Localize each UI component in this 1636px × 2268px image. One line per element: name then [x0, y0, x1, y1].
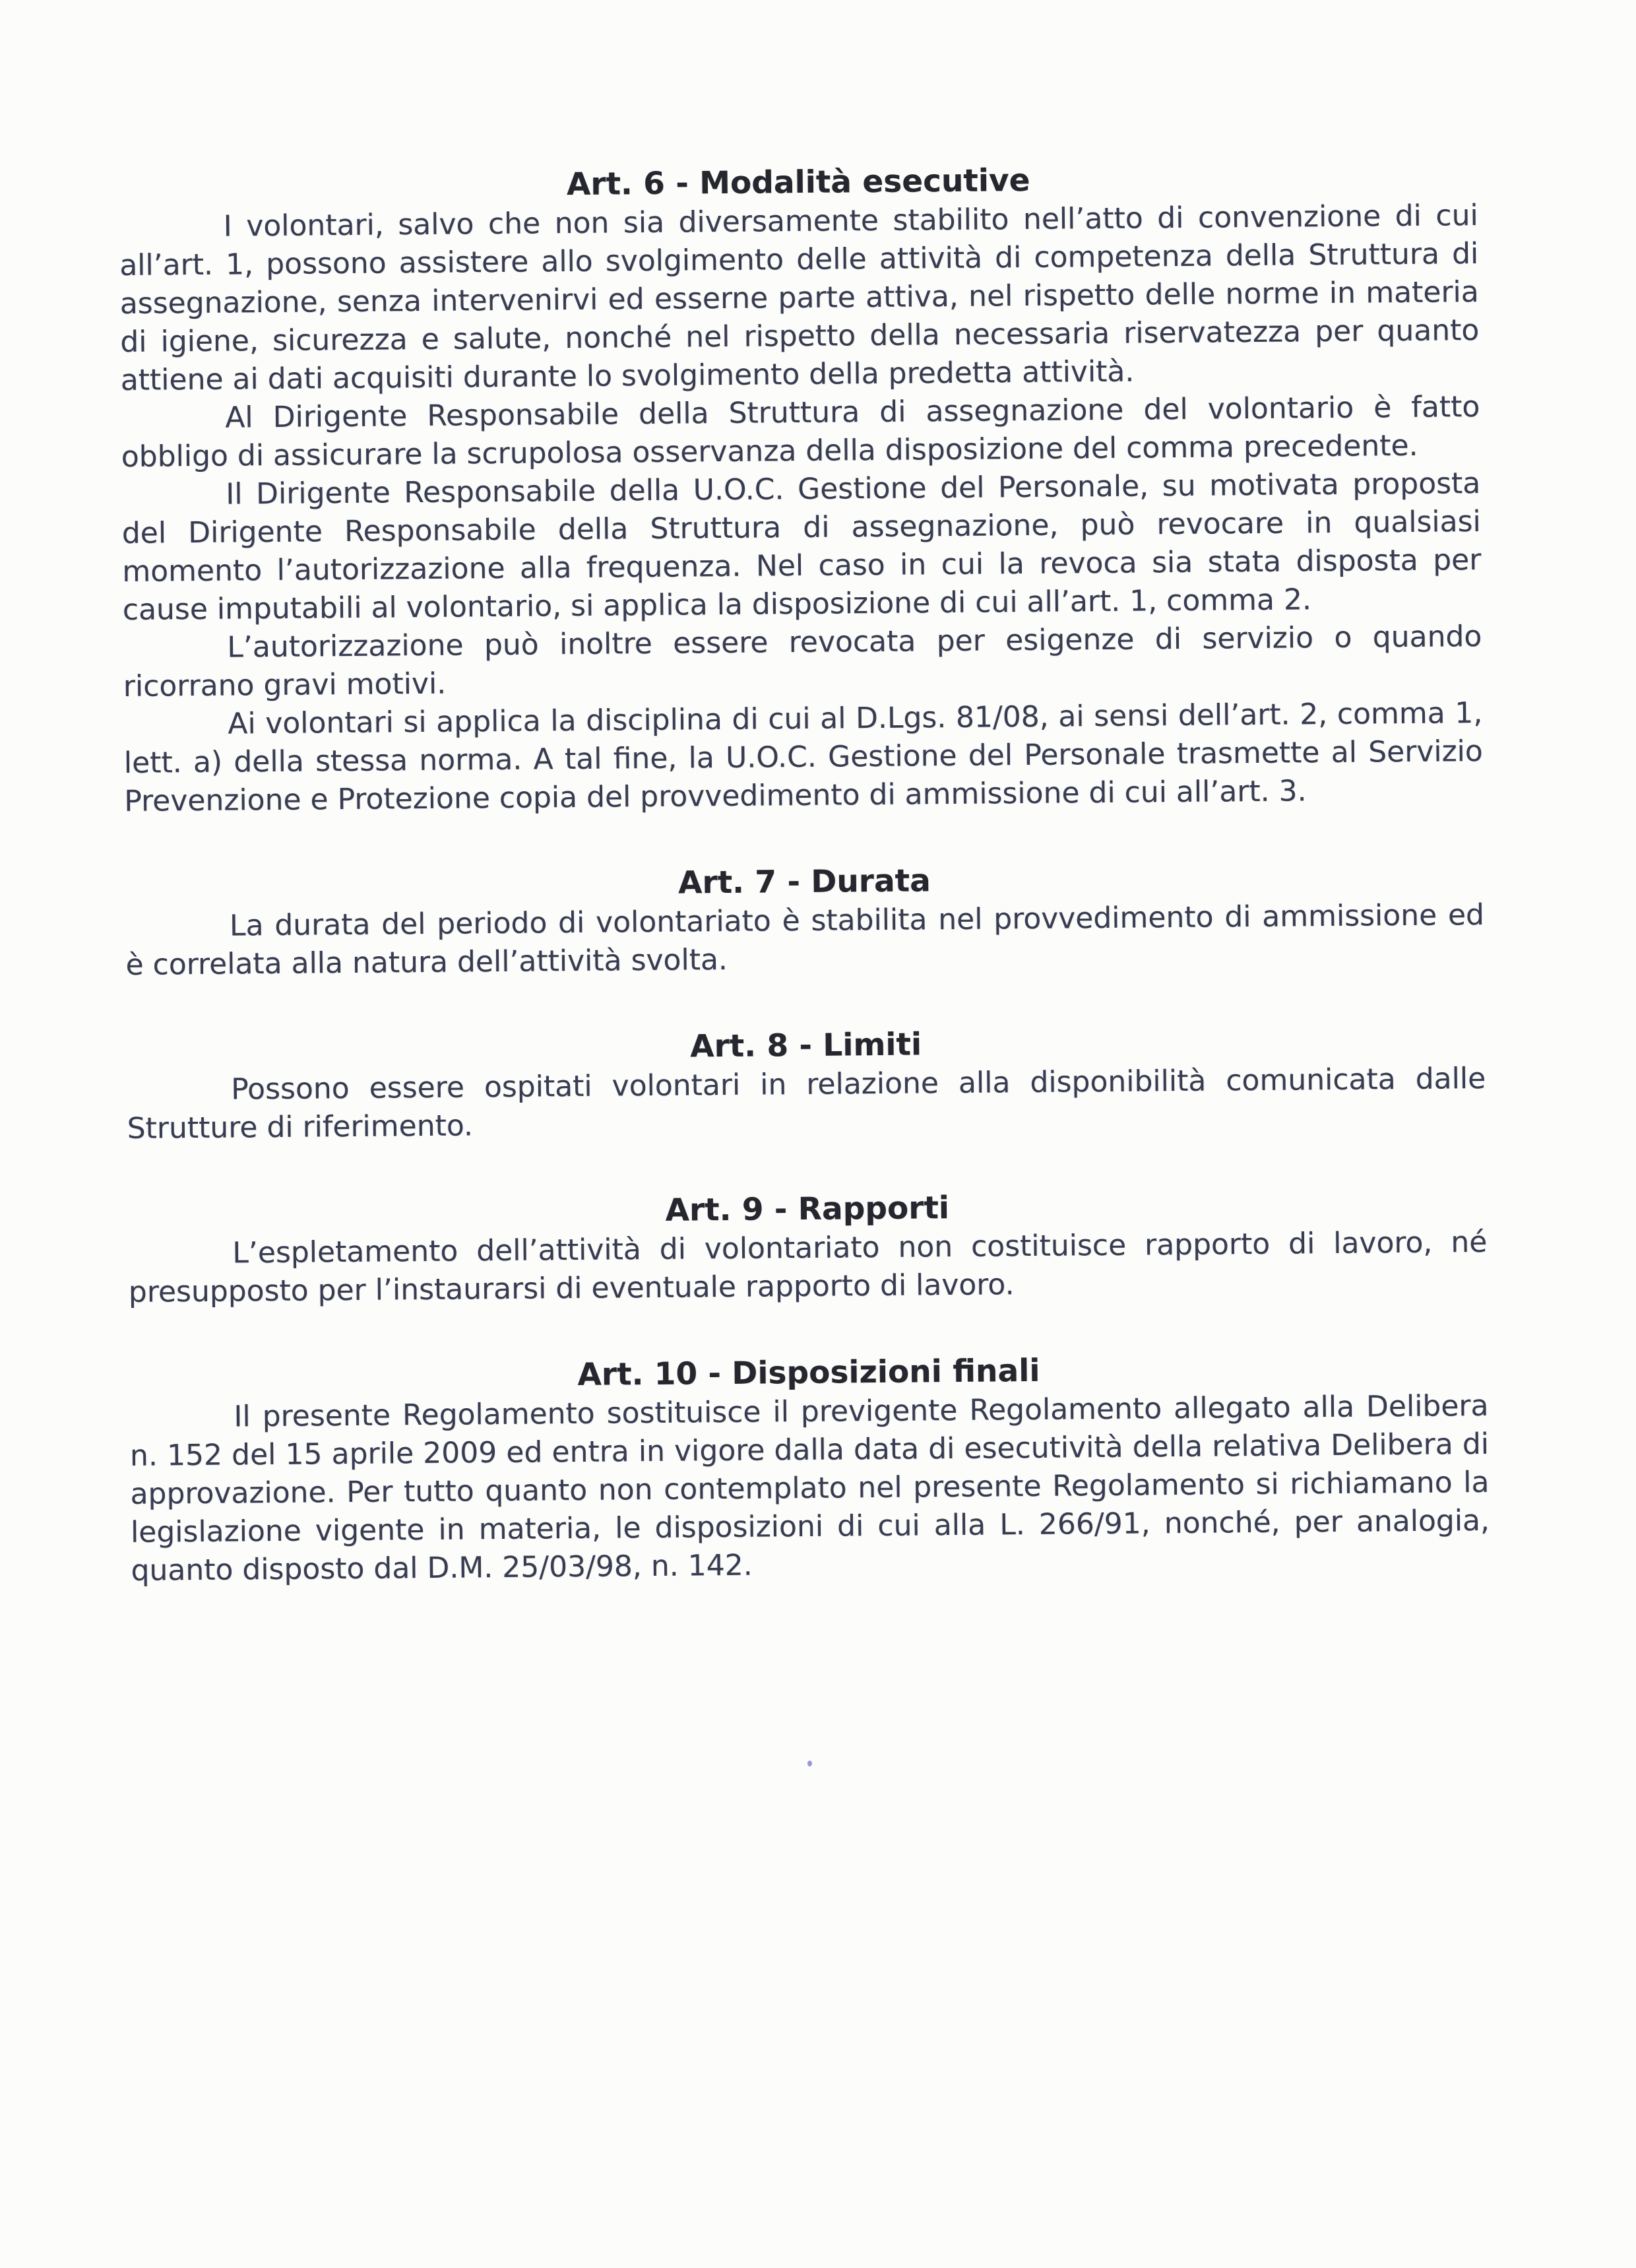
article-6-heading: Art. 6 - Modalità esecutive [566, 162, 1030, 203]
article-8-paragraph-1: Possono essere ospitati volontari in relazione alla disponibilità comunicata dalle Strutture di riferimento. [127, 1061, 1486, 1146]
article-6-paragraph-1: I volontari, salvo che non sia diversamente stabilito nell’atto di convenzione di cui all’art. 1, possono assistere allo svolgimento delle attività di competenza della Struttura di assegnazione, senza intervenirvi ed esserne parte attiva, nel rispetto delle norme in materia di igiene, sicurezza e salute, nonché nel rispetto della necessaria riservatezza per quanto attiene ai dati acquisiti durante lo svolgimento della predetta attività. [119, 199, 1480, 397]
article-8-heading: Art. 8 - Limiti [689, 1026, 922, 1065]
article-7 [125, 857, 1484, 985]
article-6-paragraph-5: Ai volontari si applica la disciplina di cui al D.Lgs. 81/08, ai sensi dell’art. 2, comma 1, lett. a) della stessa norma. A tal fine, la U.O.C. Gestione del Personale trasmette al Servizio Prevenzione e Protezione copia del provvedimento di ammissione di cui all’art. 3. [123, 696, 1484, 818]
article-10-heading: Art. 10 - Disposizioni finali [577, 1352, 1040, 1393]
article-8 [126, 1020, 1486, 1148]
article-6-paragraph-4: L’autorizzazione può inoltre essere revocata per esigenze di servizio o quando ricorrano gravi motivi. [123, 619, 1482, 703]
article-7-heading: Art. 7 - Durata [677, 862, 931, 901]
article-7-paragraph-1: La durata del periodo di volontariato è stabilita nel provvedimento di ammissione ed è correlata alla natura dell’attività svolta. [125, 897, 1485, 982]
article-9-paragraph-1: L’espletamento dell’attività di volontariato non costituisce rapporto di lavoro, né presupposto per l’instaurarsi di eventuale rapporto di lavoro. [128, 1225, 1488, 1309]
article-9 [128, 1184, 1488, 1312]
document-content [119, 157, 1490, 1590]
article-6-paragraph-3: Il Dirigente Responsabile della U.O.C. Gestione del Personale, su motivata proposta del Dirigente Responsabile della Struttura di assegnazione, può revocare in qualsiasi momento l’autorizzazione alla frequenza. Nel caso in cui la revoca sia stata disposta per cause imputabili al volontario, si applica la disposizione di cui all’art. 1, comma 2. [121, 466, 1482, 627]
article-10 [129, 1347, 1490, 1590]
article-6 [119, 157, 1484, 821]
article-6-paragraph-2: Al Dirigente Responsabile della Struttura di assegnazione del volontario è fatto obbligo di assicurare la scrupolosa osservanza della disposizione del comma precedente. [121, 389, 1480, 474]
article-10-paragraph-1: Il presente Regolamento sostituisce il previgente Regolamento allegato alla Delibera n. 152 del 15 aprile 2009 ed entra in vigore dalla data di esecutività della relativa Delibera di approvazione. Per tutto quanto non contemplato nel presente Regolamento si richiamano la legislazione vigente in materia, le disposizioni di cui alla L. 266/91, nonché, per analogia, quanto disposto dal D.M. 25/03/98, n. 142. [129, 1388, 1490, 1588]
article-9-heading: Art. 9 - Rapporti [665, 1190, 950, 1229]
scan-speck [807, 1761, 812, 1766]
